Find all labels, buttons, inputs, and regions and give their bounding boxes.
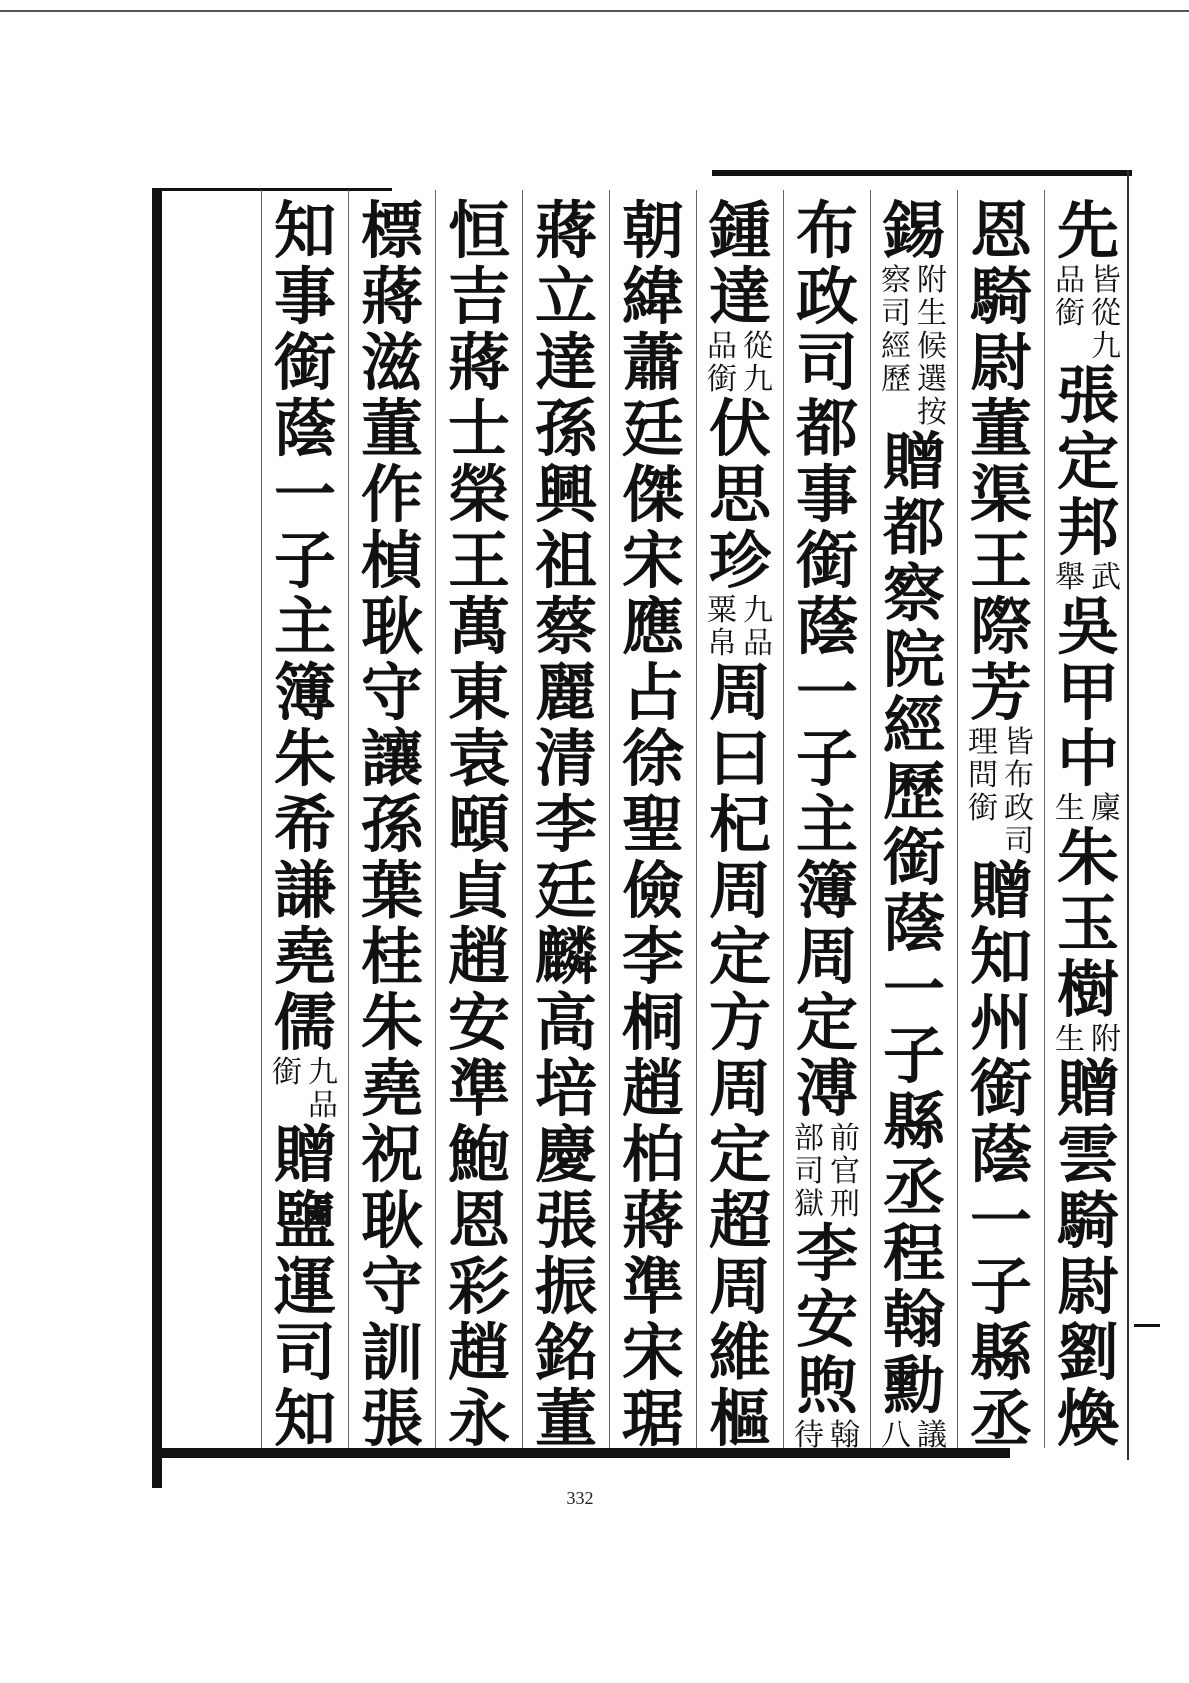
main-character: 柏 xyxy=(621,1118,684,1191)
main-character: 察 xyxy=(882,557,945,630)
main-character: 經 xyxy=(882,689,945,762)
main-character: 耿 xyxy=(360,590,423,663)
book-page xyxy=(152,170,1121,1478)
main-character: 謙 xyxy=(273,854,336,927)
main-character: 訓 xyxy=(360,1316,423,1389)
frame-border-left xyxy=(152,188,162,1488)
interlinear-note xyxy=(963,726,1039,858)
main-character: 一 xyxy=(969,1184,1032,1257)
main-character: 定 xyxy=(795,986,858,1059)
main-character: 徐 xyxy=(621,722,684,795)
main-character: 院 xyxy=(882,623,945,696)
main-character: 都 xyxy=(795,392,858,465)
main-character: 周 xyxy=(795,920,858,993)
interlinear-note xyxy=(876,1419,952,1448)
main-character: 蔭 xyxy=(795,590,858,663)
main-character: 士 xyxy=(447,392,510,465)
note-line: 皆 布 政 司 xyxy=(1004,725,1034,859)
main-character: 準 xyxy=(447,1052,510,1125)
note-line: 品 銜 xyxy=(707,329,737,397)
main-character: 翰 xyxy=(882,1283,945,1356)
main-character: 桂 xyxy=(360,920,423,993)
interlinear-note xyxy=(789,1122,865,1221)
main-character: 傑 xyxy=(621,458,684,531)
main-character: 李 xyxy=(621,920,684,993)
main-character: 守 xyxy=(360,656,423,729)
main-character: 王 xyxy=(969,524,1032,597)
main-character: 維 xyxy=(708,1316,771,1389)
main-character: 玉 xyxy=(1056,887,1119,960)
main-character: 蔣 xyxy=(447,326,510,399)
note-line: 議 xyxy=(917,1418,947,1448)
main-character: 萬 xyxy=(447,590,510,663)
main-character: 超 xyxy=(708,1184,771,1257)
main-character: 麟 xyxy=(534,920,597,993)
main-character: 蔣 xyxy=(360,260,423,333)
main-character: 知 xyxy=(969,920,1032,993)
main-character: 定 xyxy=(708,920,771,993)
main-character: 都 xyxy=(882,491,945,564)
note-line: 粟 帛 xyxy=(707,593,737,661)
main-character: 子 xyxy=(795,722,858,795)
main-character: 程 xyxy=(882,1217,945,1290)
note-line: 待 xyxy=(794,1418,824,1448)
column-rule xyxy=(522,190,523,1448)
interlinear-note xyxy=(702,594,778,660)
main-character: 子 xyxy=(969,1250,1032,1323)
main-character: 頤 xyxy=(447,788,510,861)
main-character: 高 xyxy=(534,986,597,1059)
note-line: 八 xyxy=(881,1418,911,1448)
main-character: 聖 xyxy=(621,788,684,861)
main-character: 丞 xyxy=(969,1382,1032,1448)
main-character: 貞 xyxy=(447,854,510,927)
main-character: 恩 xyxy=(969,198,1032,267)
main-character: 主 xyxy=(273,590,336,663)
main-character: 琚 xyxy=(621,1382,684,1448)
main-character: 銜 xyxy=(882,821,945,894)
note-line: 部 司 獄 xyxy=(794,1121,824,1222)
main-character: 邦 xyxy=(1056,491,1119,564)
main-character: 州 xyxy=(969,986,1032,1059)
main-character: 尉 xyxy=(969,326,1032,399)
main-character: 錫 xyxy=(882,198,945,267)
main-character: 勳 xyxy=(882,1349,945,1422)
main-character: 朝 xyxy=(621,198,684,267)
main-character: 一 xyxy=(882,953,945,1026)
main-character: 定 xyxy=(1056,425,1119,498)
main-character: 李 xyxy=(534,788,597,861)
main-character: 培 xyxy=(534,1052,597,1125)
main-character: 贈 xyxy=(1056,1052,1119,1125)
interlinear-note xyxy=(702,330,778,396)
main-character: 簿 xyxy=(273,656,336,729)
note-line: 前 官 刑 xyxy=(830,1121,860,1222)
column-rule xyxy=(696,190,697,1448)
main-character: 縣 xyxy=(969,1316,1032,1389)
main-character: 守 xyxy=(360,1250,423,1323)
main-character: 應 xyxy=(621,590,684,663)
main-character: 中 xyxy=(1056,722,1119,795)
frame-border-right xyxy=(1127,170,1129,1460)
interlinear-note xyxy=(789,1419,865,1448)
main-character: 樞 xyxy=(708,1382,771,1448)
main-character: 周 xyxy=(708,656,771,729)
main-character: 歷 xyxy=(882,755,945,828)
main-character: 楨 xyxy=(360,524,423,597)
note-line: 察 司 經 歷 xyxy=(881,263,911,397)
main-character: 東 xyxy=(447,656,510,729)
main-character: 尉 xyxy=(1056,1250,1119,1323)
main-character: 準 xyxy=(621,1250,684,1323)
scan-top-rule xyxy=(0,10,1189,12)
main-character: 緯 xyxy=(621,260,684,333)
main-character: 堯 xyxy=(273,920,336,993)
main-character: 廷 xyxy=(621,392,684,465)
main-character: 祝 xyxy=(360,1118,423,1191)
main-character: 甲 xyxy=(1056,656,1119,729)
main-character: 蔭 xyxy=(969,1118,1032,1191)
main-character: 雲 xyxy=(1056,1118,1119,1191)
main-character: 贈 xyxy=(882,425,945,498)
note-line: 九 品 xyxy=(743,593,773,661)
main-character: 朱 xyxy=(1056,821,1119,894)
main-character: 一 xyxy=(795,656,858,729)
main-character: 鍾 xyxy=(708,198,771,267)
main-character: 子 xyxy=(882,1019,945,1092)
main-character: 蔣 xyxy=(534,198,597,267)
main-character: 孫 xyxy=(360,788,423,861)
main-character: 鹽 xyxy=(273,1184,336,1257)
main-character: 煦 xyxy=(795,1349,858,1422)
main-character: 彩 xyxy=(447,1250,510,1323)
main-character: 袁 xyxy=(447,722,510,795)
main-character: 蔭 xyxy=(273,392,336,465)
column-rule xyxy=(783,190,784,1448)
main-character: 知 xyxy=(273,198,336,267)
main-character: 簿 xyxy=(795,854,858,927)
main-character: 祖 xyxy=(534,524,597,597)
main-character: 振 xyxy=(534,1250,597,1323)
column-rule xyxy=(261,190,262,1448)
fold-mark xyxy=(1134,1324,1160,1327)
column-rule xyxy=(1044,190,1045,1448)
main-character: 定 xyxy=(708,1118,771,1191)
main-character: 際 xyxy=(969,590,1032,663)
main-character: 趙 xyxy=(621,1052,684,1125)
main-character: 耿 xyxy=(360,1184,423,1257)
frame-border-top-right xyxy=(712,170,1132,176)
main-character: 清 xyxy=(534,722,597,795)
main-character: 贈 xyxy=(273,1118,336,1191)
main-character: 張 xyxy=(360,1382,423,1448)
main-character: 曰 xyxy=(708,722,771,795)
main-character: 司 xyxy=(795,326,858,399)
main-character: 蔡 xyxy=(534,590,597,663)
main-character: 芳 xyxy=(969,656,1032,729)
main-character: 堯 xyxy=(360,1052,423,1125)
main-character: 丞 xyxy=(882,1151,945,1224)
main-character: 儉 xyxy=(621,854,684,927)
note-line: 銜 xyxy=(272,1055,302,1090)
main-character: 伏 xyxy=(708,392,771,465)
text-column xyxy=(702,198,778,1448)
main-character: 占 xyxy=(621,656,684,729)
main-character: 子 xyxy=(273,524,336,597)
main-character: 渠 xyxy=(969,458,1032,531)
main-character: 主 xyxy=(795,788,858,861)
interlinear-note xyxy=(1050,264,1126,363)
note-line: 生 xyxy=(1055,1022,1085,1057)
main-character: 煥 xyxy=(1056,1382,1119,1448)
main-character: 知 xyxy=(273,1382,336,1448)
main-character: 銜 xyxy=(969,1052,1032,1125)
main-character: 朱 xyxy=(360,986,423,1059)
page-number: 332 xyxy=(566,1488,594,1508)
main-character: 安 xyxy=(447,986,510,1059)
main-character: 永 xyxy=(447,1382,510,1448)
main-character: 周 xyxy=(708,1052,771,1125)
note-line: 理 問 銜 xyxy=(968,725,998,826)
main-character: 標 xyxy=(360,198,423,267)
main-character: 方 xyxy=(708,986,771,1059)
note-line: 附 生 候 選 按 xyxy=(917,263,947,430)
main-character: 宋 xyxy=(621,524,684,597)
note-line: 皆 從 九 xyxy=(1091,263,1121,364)
note-line: 從 九 xyxy=(743,329,773,397)
main-character: 恒 xyxy=(447,198,510,267)
main-character: 事 xyxy=(273,260,336,333)
main-character: 孫 xyxy=(534,392,597,465)
frame-border-bottom xyxy=(152,1448,1010,1458)
main-character: 銜 xyxy=(273,326,336,399)
main-character: 張 xyxy=(1056,359,1119,432)
column-rule xyxy=(348,190,349,1448)
column-rule xyxy=(957,190,958,1448)
main-character: 滋 xyxy=(360,326,423,399)
main-character: 希 xyxy=(273,788,336,861)
main-character: 事 xyxy=(795,458,858,531)
note-line: 翰 xyxy=(830,1418,860,1448)
note-line: 生 xyxy=(1055,791,1085,826)
main-character: 杞 xyxy=(708,788,771,861)
column-rule xyxy=(609,190,610,1448)
main-character: 立 xyxy=(534,260,597,333)
main-character: 樹 xyxy=(1056,953,1119,1026)
main-character: 董 xyxy=(969,392,1032,465)
main-character: 宋 xyxy=(621,1316,684,1389)
main-character: 蔭 xyxy=(882,887,945,960)
text-column xyxy=(441,198,517,1448)
main-character: 蕭 xyxy=(621,326,684,399)
main-character: 騎 xyxy=(1056,1184,1119,1257)
main-character: 鮑 xyxy=(447,1118,510,1191)
text-column xyxy=(789,198,865,1448)
main-character: 銜 xyxy=(795,524,858,597)
main-character: 王 xyxy=(447,524,510,597)
note-line: 品 銜 xyxy=(1055,263,1085,331)
main-character: 董 xyxy=(534,1382,597,1448)
main-character: 先 xyxy=(1056,198,1119,267)
text-column xyxy=(963,198,1039,1448)
column-rule xyxy=(435,190,436,1448)
note-line: 舉 xyxy=(1055,560,1085,595)
main-character: 縣 xyxy=(882,1085,945,1158)
main-character: 周 xyxy=(708,1250,771,1323)
main-character: 贈 xyxy=(969,854,1032,927)
main-character: 桐 xyxy=(621,986,684,1059)
interlinear-note xyxy=(267,1056,343,1122)
text-column xyxy=(615,198,691,1448)
main-character: 達 xyxy=(708,260,771,333)
main-character: 李 xyxy=(795,1217,858,1290)
main-character: 讓 xyxy=(360,722,423,795)
main-character: 溥 xyxy=(795,1052,858,1125)
main-character: 廷 xyxy=(534,854,597,927)
main-character: 蔣 xyxy=(621,1184,684,1257)
main-character: 一 xyxy=(273,458,336,531)
main-character: 吳 xyxy=(1056,590,1119,663)
note-line: 九 品 xyxy=(308,1055,338,1123)
main-character: 麗 xyxy=(534,656,597,729)
main-character: 劉 xyxy=(1056,1316,1119,1389)
main-character: 運 xyxy=(273,1250,336,1323)
text-column xyxy=(267,198,343,1448)
text-column xyxy=(354,198,430,1448)
note-line: 廩 xyxy=(1091,791,1121,826)
main-character: 趙 xyxy=(447,1316,510,1389)
text-column xyxy=(528,198,604,1448)
note-line: 武 xyxy=(1091,560,1121,595)
main-character: 張 xyxy=(534,1184,597,1257)
main-character: 興 xyxy=(534,458,597,531)
main-character: 珍 xyxy=(708,524,771,597)
text-column xyxy=(1050,198,1126,1448)
main-character: 朱 xyxy=(273,722,336,795)
interlinear-note xyxy=(876,264,952,429)
main-character: 布 xyxy=(795,198,858,267)
main-character: 安 xyxy=(795,1283,858,1356)
main-character: 榮 xyxy=(447,458,510,531)
main-character: 周 xyxy=(708,854,771,927)
frame-border-top-left xyxy=(152,188,392,191)
note-line: 附 xyxy=(1091,1022,1121,1057)
main-character: 葉 xyxy=(360,854,423,927)
main-character: 銘 xyxy=(534,1316,597,1389)
main-character: 政 xyxy=(795,260,858,333)
main-character: 達 xyxy=(534,326,597,399)
main-character: 吉 xyxy=(447,260,510,333)
main-character: 騎 xyxy=(969,260,1032,333)
main-character: 作 xyxy=(360,458,423,531)
main-character: 思 xyxy=(708,458,771,531)
column-rule xyxy=(870,190,871,1448)
main-character: 恩 xyxy=(447,1184,510,1257)
main-character: 司 xyxy=(273,1316,336,1389)
main-character: 慶 xyxy=(534,1118,597,1191)
text-column xyxy=(876,198,952,1448)
main-character: 儒 xyxy=(273,986,336,1059)
main-character: 趙 xyxy=(447,920,510,993)
main-character: 董 xyxy=(360,392,423,465)
